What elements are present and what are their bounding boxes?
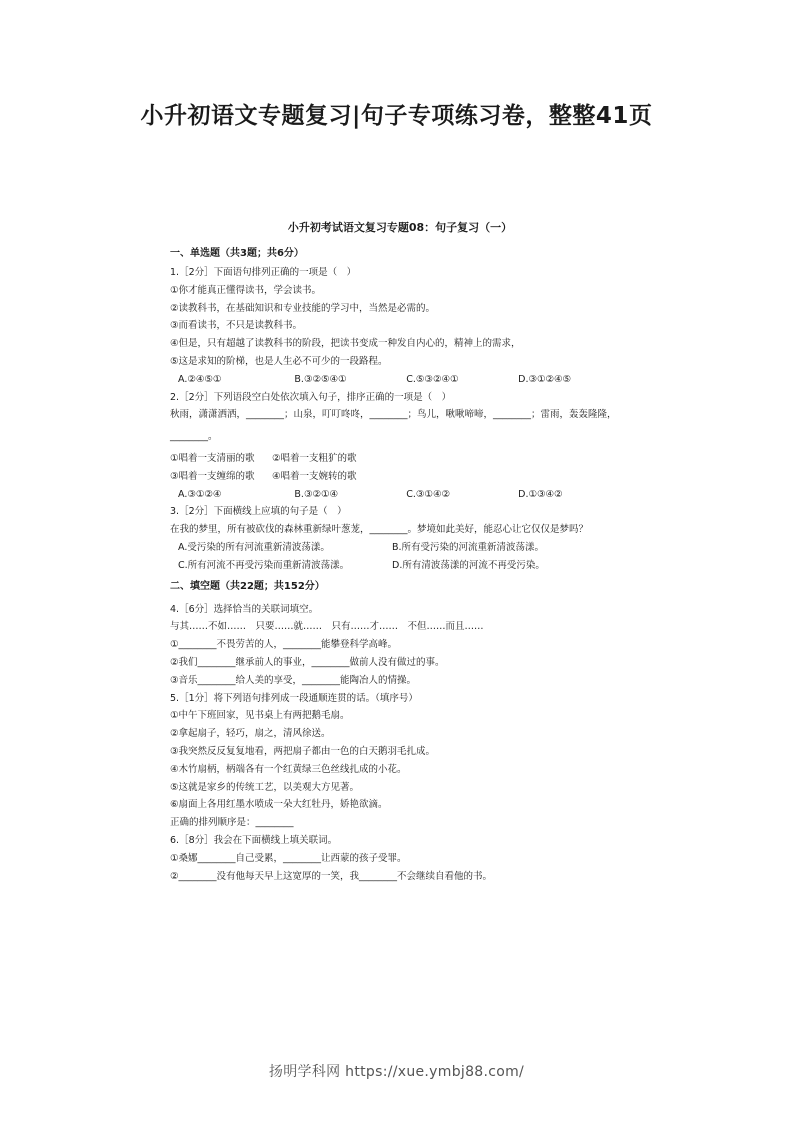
question-stem: 4.［6分］选择恰当的关联词填空。 [170, 603, 319, 615]
question-line: ②________没有他每天早上这宽厚的一笑，我________不会继续自看他的书。 [170, 870, 493, 882]
option-b: B.所有受污染的河流重新清波荡漾。 [392, 541, 545, 553]
question-line: ②我们________继承前人的事业，________做前人没有做过的事。 [170, 656, 445, 668]
question-line: ________。 [170, 431, 218, 443]
choice-pair [170, 468, 630, 486]
question-line: ③我突然反反复复地看，两把扇子都由一色的白天鹅羽毛扎成。 [170, 745, 436, 757]
question-line: ⑥扇面上各用红墨水喷成一朵大红牡丹，娇艳欲滴。 [170, 799, 388, 811]
option-b: B.③②⑤④① [294, 373, 347, 385]
question-line: 正确的排列顺序是：________ [170, 817, 294, 829]
option-a: A.③①②④ [178, 488, 222, 500]
question-line: ②拿起扇子，轻巧，扇之，清风徐送。 [170, 728, 331, 740]
option-d: D.①③④② [518, 488, 563, 500]
document-title: 小升初考试语文复习专题08：句子复习（一） [287, 221, 513, 234]
question-stem: 6.［8分］我会在下面横线上填关联词。 [170, 834, 338, 846]
question-line: ③音乐________给人美的享受，________能陶冶人的情操。 [170, 674, 417, 686]
question-line: ①中午下班回家，见书桌上有两把鹅毛扇。 [170, 710, 350, 722]
question-line: ④木竹扇柄，柄端各有一个红黄绿三色丝线扎成的小花。 [170, 763, 407, 775]
question-line: ①________不畏劳苦的人，________能攀登科学高峰。 [170, 639, 398, 651]
question-line: ①桑娜________自己受累，________让西蒙的孩子受罪。 [170, 852, 407, 864]
choice-pair [170, 450, 630, 468]
choice-item: ①唱着一支清丽的歌 [170, 452, 255, 464]
question-line: ①你才能真正懂得读书，学会读书。 [170, 284, 322, 296]
answer-options [170, 539, 630, 557]
worksheet-image [170, 216, 630, 885]
question-stem: 5.［1分］将下列语句排列成一段通顺连贯的话。（填序号） [170, 692, 418, 704]
answer-options [170, 371, 630, 389]
question-line: ③而看读书，不只是读教科书。 [170, 320, 303, 332]
section-heading-single-choice: 一、单选题（共3题；共6分） [170, 248, 304, 259]
question-line: ②读教科书，在基础知识和专业技能的学习中，当然是必需的。 [170, 302, 436, 314]
question-line: ⑤这就是家乡的传统工艺，以美观大方见著。 [170, 781, 360, 793]
choice-item: ④唱着一支婉转的歌 [272, 470, 357, 482]
option-b: B.③②①④ [294, 488, 339, 500]
footer-watermark: 扬明学科网 https://xue.ymbj88.com/ [268, 1064, 525, 1080]
answer-options [170, 486, 630, 504]
question-line: ④但是，只有超越了读教科书的阶段，把读书变成一种发自内心的，精神上的需求， [170, 338, 521, 350]
question-stem: 3.［2分］下面横线上应填的句子是（ ） [170, 506, 347, 518]
question-stem: 2.［2分］下列语段空白处依次填入句子，排序正确的一项是（ ） [170, 391, 452, 403]
option-d: D.③①②④⑤ [518, 373, 572, 385]
section-heading-fill-blank: 二、填空题（共22题；共152分） [170, 580, 325, 592]
option-c: C.③①④② [406, 488, 450, 500]
question-line: ⑤这是求知的阶梯，也是人生必不可少的一段路程。 [170, 355, 388, 367]
option-a: A.受污染的所有河流重新清波荡漾。 [178, 541, 330, 553]
option-a: A.②④⑤① [178, 373, 222, 385]
choice-item: ③唱着一支缠绵的歌 [170, 470, 255, 482]
answer-options [170, 557, 630, 575]
page-title: 小升初语文专题复习|句子专项练习卷，整整41页 [140, 103, 653, 129]
choice-item: ②唱着一支粗犷的歌 [272, 452, 357, 464]
question-line: 在我的梦里，所有被砍伐的森林重新绿叶葱茏，________。梦境如此美好，能忍心让它仅仅是梦吗？ [170, 524, 589, 536]
option-c: C.⑤③②④① [406, 373, 459, 385]
option-d: D.所有清波荡漾的河流不再受污染。 [392, 559, 545, 571]
question-line: 秋雨，潇潇洒洒，________；山泉，叮叮咚咚，________；鸟儿，啾啾啼啼，________；雷雨，轰轰隆隆， [170, 409, 617, 421]
option-c: C.所有河流不再受污染而重新清波荡漾。 [178, 559, 350, 571]
question-stem: 1.［2分］下面语句排列正确的一项是（ ） [170, 267, 357, 278]
question-line: 与其……不如…… 只要……就…… 只有……才…… 不但……而且…… [170, 621, 484, 633]
